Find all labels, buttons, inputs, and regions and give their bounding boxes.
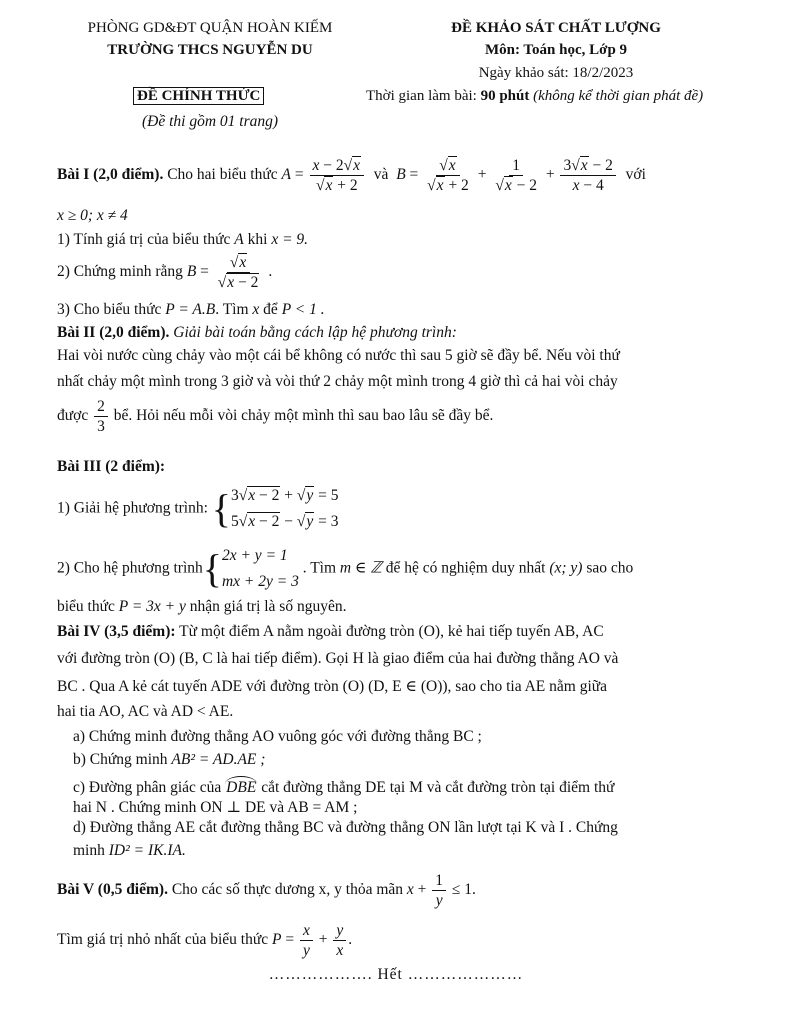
- school-name: TRƯỜNG THCS NGUYỄN DU: [107, 42, 313, 58]
- official-box: ĐỀ CHÍNH THỨC: [133, 88, 264, 105]
- footer-end: ………………. Hết …………………: [268, 966, 524, 983]
- bai2-line3: được $\frac{2}{3}$ bể. Hỏi nếu mỗi vòi chảy một mình thì sau bao lâu sẽ đầy bể.: [57, 398, 494, 435]
- bai4-line4: hai tia AO, AC và AD < AE.: [57, 703, 234, 720]
- bai2-line2: nhất chảy một mình trong 3 giờ và vòi thứ 2 chảy một mình trong 4 giờ thì cả hai vòi chảy: [57, 373, 618, 390]
- bai1-condition: x ≥ 0; x ≠ 4: [57, 207, 128, 224]
- subject: Môn: Toán học, Lớp 9: [484, 42, 628, 58]
- bai4-line3: BC . Qua A kẻ cát tuyến ADE với đường tròn (O) (D, E ∈ (O)), sao cho tia AE nằm giữa: [57, 678, 608, 695]
- bai1-line1: Bài I (2,0 điểm). Cho hai biểu thức A = $\frac{x - 2√x}{√x + 2}$ và B = $\frac{√x}{√x + 2}$ + $\frac{1}{√x - 2}$ + $\frac{3√x - 2}{x - 4}$ với: [57, 157, 646, 194]
- exam-date: Ngày khảo sát: 18/2/2023: [478, 65, 634, 81]
- bai3-q2: 2) Cho hệ phương trình{ 2x + y = 1 mx + 2y = 3 . Tìm m ∈ ℤ để hệ có nghiệm duy nhất (x; y) sao cho: [57, 546, 634, 591]
- bai1-q3: 3) Cho biểu thức P = A.B. Tìm x để P < 1 .: [57, 301, 325, 318]
- exam-time: Thời gian làm bài: 90 phút (không kể thời gian phát đề): [366, 88, 704, 104]
- bai4-line2: với đường tròn (O) (B, C là hai tiếp điểm). Gọi H là giao điểm của hai đường thẳng AO và: [57, 650, 619, 667]
- bai4-c2: hai N . Chứng minh ON ⊥ DE và AB = AM ;: [73, 799, 358, 816]
- bai3-q2-line2: biểu thức P = 3x + y nhận giá trị là số nguyên.: [57, 598, 347, 615]
- bai5-line2: Tìm giá trị nhỏ nhất của biểu thức P = $\frac{x}{y}$ + $\frac{y}{x}$ .: [57, 922, 353, 959]
- pages-note: (Đề thi gồm 01 trang): [141, 113, 279, 130]
- bai1-q1: 1) Tính giá trị của biểu thức A khi x = 9.: [57, 231, 309, 248]
- bai4-d1: d) Đường thẳng AE cắt đường thẳng BC và đường thẳng ON lần lượt tại K và I . Chứng: [73, 819, 618, 836]
- bai4-d2: minh ID² = IK.IA.: [73, 842, 186, 859]
- bai4-line1: Bài IV (3,5 điểm): Từ một điểm A nằm ngoài đường tròn (O), kẻ hai tiếp tuyến AB, AC: [57, 623, 604, 640]
- bai1-q2: 2) Chứng minh rằng B = $\frac{√x}{√x - 2}$ .: [57, 254, 273, 291]
- bai5-line1: Bài V (0,5 điểm). Cho các số thực dương x, y thỏa mãn x + $\frac{1}{y}$ ≤ 1.: [57, 872, 476, 909]
- bai4-b: b) Chứng minh AB² = AD.AE ;: [73, 751, 266, 768]
- bai3-title: Bài III (2 điểm):: [57, 458, 166, 475]
- exam-title: ĐỀ KHẢO SÁT CHẤT LƯỢNG: [451, 20, 661, 36]
- bai4-a: a) Chứng minh đường thẳng AO vuông góc với đường thẳng BC ;: [73, 728, 482, 745]
- bai4-c1: c) Đường phân giác của DBE cắt đường thẳng DE tại M và cắt đường tròn tại điểm thứ: [73, 776, 614, 797]
- bai2-title: Bài II (2,0 điểm). Giải bài toán bằng cách lập hệ phương trình:: [57, 324, 457, 341]
- bai2-line1: Hai vòi nước cùng chảy vào một cái bể không có nước thì sau 5 giờ sẽ đầy bể. Nếu vòi thứ: [57, 347, 620, 364]
- bai3-q1: 1) Giải hệ phương trình: { 3√x − 2 + √y = 5 5√x − 2 − √y = 3: [57, 486, 339, 531]
- department-name: PHÒNG GD&ĐT QUẬN HOÀN KIẾM: [87, 20, 333, 36]
